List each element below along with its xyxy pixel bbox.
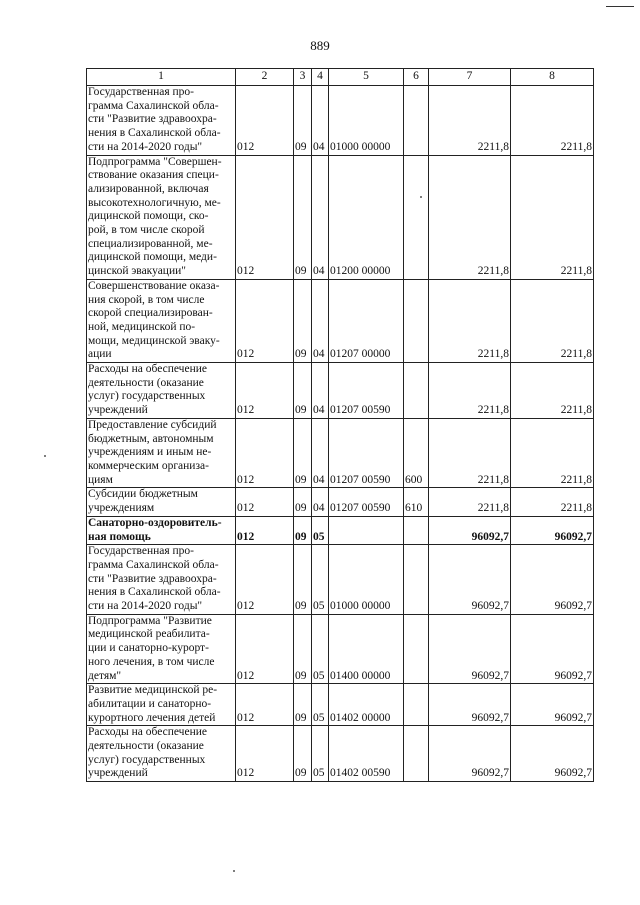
row-expense-type-cell (404, 516, 429, 544)
row-subsection-cell: 05 (312, 545, 329, 615)
row-target-article-cell: 01402 00590 (329, 726, 404, 782)
row-section-cell: 09 (294, 279, 312, 362)
table-row (87, 86, 594, 156)
row-amount-col8-cell: 96092,7 (511, 516, 594, 544)
row-name-cell (87, 726, 236, 782)
row-section-cell: 09 (294, 488, 312, 516)
row-name-text: Расходы на обеспечение деятельности (оказание услуг) государственных учреждений (88, 726, 207, 780)
row-section-cell: 09 (294, 726, 312, 782)
row-target-article-cell: 01207 00590 (329, 488, 404, 516)
row-amount-col8-cell: 96092,7 (511, 614, 594, 684)
row-code-cell: 012 (236, 516, 294, 544)
column-header: 3 (294, 69, 312, 86)
budget-table (86, 68, 594, 782)
table-row (87, 726, 594, 782)
row-target-article-cell: 01402 00000 (329, 684, 404, 726)
row-code-cell: 012 (236, 86, 294, 156)
row-subsection-cell: 04 (312, 363, 329, 419)
row-amount-col8-cell: 2211,8 (511, 418, 594, 488)
row-amount-col7-cell: 2211,8 (429, 488, 511, 516)
row-expense-type-cell (404, 155, 429, 279)
row-name-cell (87, 488, 236, 516)
row-subsection-cell: 04 (312, 86, 329, 156)
table-row (87, 363, 594, 419)
table-row (87, 614, 594, 684)
row-name-cell (87, 684, 236, 726)
row-name-cell (87, 614, 236, 684)
row-code-cell: 012 (236, 488, 294, 516)
header-row (87, 69, 594, 86)
row-code-cell: 012 (236, 155, 294, 279)
column-header: 5 (329, 69, 404, 86)
row-amount-col8-cell: 96092,7 (511, 726, 594, 782)
row-name-cell (87, 545, 236, 615)
row-code-cell: 012 (236, 726, 294, 782)
table-row (87, 488, 594, 516)
row-section-cell: 09 (294, 516, 312, 544)
scan-speck (420, 196, 422, 198)
row-name-cell (87, 516, 236, 544)
row-amount-col8-cell: 96092,7 (511, 684, 594, 726)
row-name-text: Предоставление субсидий бюджетным, автономным учреждениям и иным не- коммерческим организа- циям (88, 418, 217, 486)
row-name-cell (87, 418, 236, 488)
table-row (87, 545, 594, 615)
row-name-text: Подпрограмма "Совершен- ствование оказания специ- ализированной, включая высокотехнологичную, ме- дицинской помощи, ско- рой, в том числе скорой специализированной, ме- дицинской помощи, меди- цинской эвакуации" (88, 155, 222, 278)
row-subsection-cell: 04 (312, 279, 329, 362)
row-name-text: Расходы на обеспечение деятельности (оказание услуг) государственных учреждений (88, 363, 207, 417)
row-section-cell: 09 (294, 614, 312, 684)
row-amount-col7-cell: 2211,8 (429, 279, 511, 362)
table-row (87, 155, 594, 279)
row-subsection-cell: 05 (312, 726, 329, 782)
row-name-cell (87, 363, 236, 419)
row-code-cell: 012 (236, 279, 294, 362)
row-target-article-cell: 01400 00000 (329, 614, 404, 684)
row-amount-col8-cell: 2211,8 (511, 86, 594, 156)
row-name-text: Подпрограмма "Развитие медицинской реабилита- ции и санаторно-курорт- ного лечения, в том числе детям" (88, 614, 215, 682)
table-body (87, 86, 594, 782)
row-name-text: Санаторно-оздоровитель- ная помощь (88, 516, 222, 543)
row-expense-type-cell (404, 363, 429, 419)
page-number: 889 (310, 38, 330, 53)
row-name-cell (87, 279, 236, 362)
row-name-text: Субсидии бюджетным учреждениям (88, 488, 198, 515)
row-amount-col7-cell: 2211,8 (429, 155, 511, 279)
row-subsection-cell: 05 (312, 684, 329, 726)
row-code-cell: 012 (236, 684, 294, 726)
row-code-cell: 012 (236, 363, 294, 419)
row-amount-col7-cell: 96092,7 (429, 726, 511, 782)
row-name-cell (87, 86, 236, 156)
row-target-article-cell: 01000 00000 (329, 545, 404, 615)
row-amount-col8-cell: 2211,8 (511, 279, 594, 362)
row-subsection-cell: 04 (312, 155, 329, 279)
row-subsection-cell: 05 (312, 614, 329, 684)
scan-speck (233, 870, 235, 872)
table-row (87, 516, 594, 544)
column-header: 2 (236, 69, 294, 86)
scan-speck (44, 455, 46, 457)
row-expense-type-cell (404, 545, 429, 615)
table-row (87, 279, 594, 362)
table-row (87, 418, 594, 488)
row-code-cell: 012 (236, 614, 294, 684)
row-amount-col7-cell: 96092,7 (429, 545, 511, 615)
row-section-cell: 09 (294, 545, 312, 615)
row-subsection-cell: 05 (312, 516, 329, 544)
row-subsection-cell: 04 (312, 488, 329, 516)
row-section-cell: 09 (294, 684, 312, 726)
row-expense-type-cell (404, 279, 429, 362)
row-amount-col7-cell: 96092,7 (429, 516, 511, 544)
column-header: 7 (429, 69, 511, 86)
row-amount-col7-cell: 2211,8 (429, 418, 511, 488)
column-header: 8 (511, 69, 594, 86)
row-amount-col7-cell: 96092,7 (429, 684, 511, 726)
corner-mark (606, 6, 634, 7)
row-name-text: Государственная про- грамма Сахалинской обла- сти "Развитие здравоохра- нения в Сахалинской обла- сти на 2014-2020 годы" (88, 545, 221, 613)
row-target-article-cell: 01200 00000 (329, 155, 404, 279)
column-header: 4 (312, 69, 329, 86)
column-header: 6 (404, 69, 429, 86)
row-name-text: Государственная про- грамма Сахалинской обла- сти "Развитие здравоохра- нения в Сахалинской обла- сти на 2014-2020 годы" (88, 86, 221, 153)
row-amount-col7-cell: 2211,8 (429, 86, 511, 156)
row-expense-type-cell: 610 (404, 488, 429, 516)
row-expense-type-cell (404, 684, 429, 726)
row-name-cell (87, 155, 236, 279)
table-row (87, 684, 594, 726)
row-code-cell: 012 (236, 418, 294, 488)
row-target-article-cell: 01207 00000 (329, 279, 404, 362)
row-target-article-cell: 01000 00000 (329, 86, 404, 156)
row-section-cell: 09 (294, 363, 312, 419)
row-section-cell: 09 (294, 86, 312, 156)
row-amount-col8-cell: 2211,8 (511, 363, 594, 419)
row-subsection-cell: 04 (312, 418, 329, 488)
row-amount-col8-cell: 2211,8 (511, 488, 594, 516)
row-name-text: Совершенствование оказа- ния скорой, в том числе скорой специализирован- ной, медицинской по- мощи, медицинской эваку- ации (88, 279, 220, 361)
row-amount-col7-cell: 96092,7 (429, 614, 511, 684)
column-header: 1 (87, 69, 236, 86)
row-target-article-cell: 01207 00590 (329, 418, 404, 488)
row-amount-col8-cell: 96092,7 (511, 545, 594, 615)
row-target-article-cell: 01207 00590 (329, 363, 404, 419)
row-amount-col7-cell: 2211,8 (429, 363, 511, 419)
row-expense-type-cell: 600 (404, 418, 429, 488)
row-name-text: Развитие медицинской ре- абилитации и санаторно- курортного лечения детей (88, 684, 218, 724)
row-expense-type-cell (404, 86, 429, 156)
row-amount-col8-cell: 2211,8 (511, 155, 594, 279)
row-target-article-cell (329, 516, 404, 544)
row-section-cell: 09 (294, 155, 312, 279)
row-expense-type-cell (404, 726, 429, 782)
row-section-cell: 09 (294, 418, 312, 488)
row-code-cell: 012 (236, 545, 294, 615)
row-expense-type-cell (404, 614, 429, 684)
